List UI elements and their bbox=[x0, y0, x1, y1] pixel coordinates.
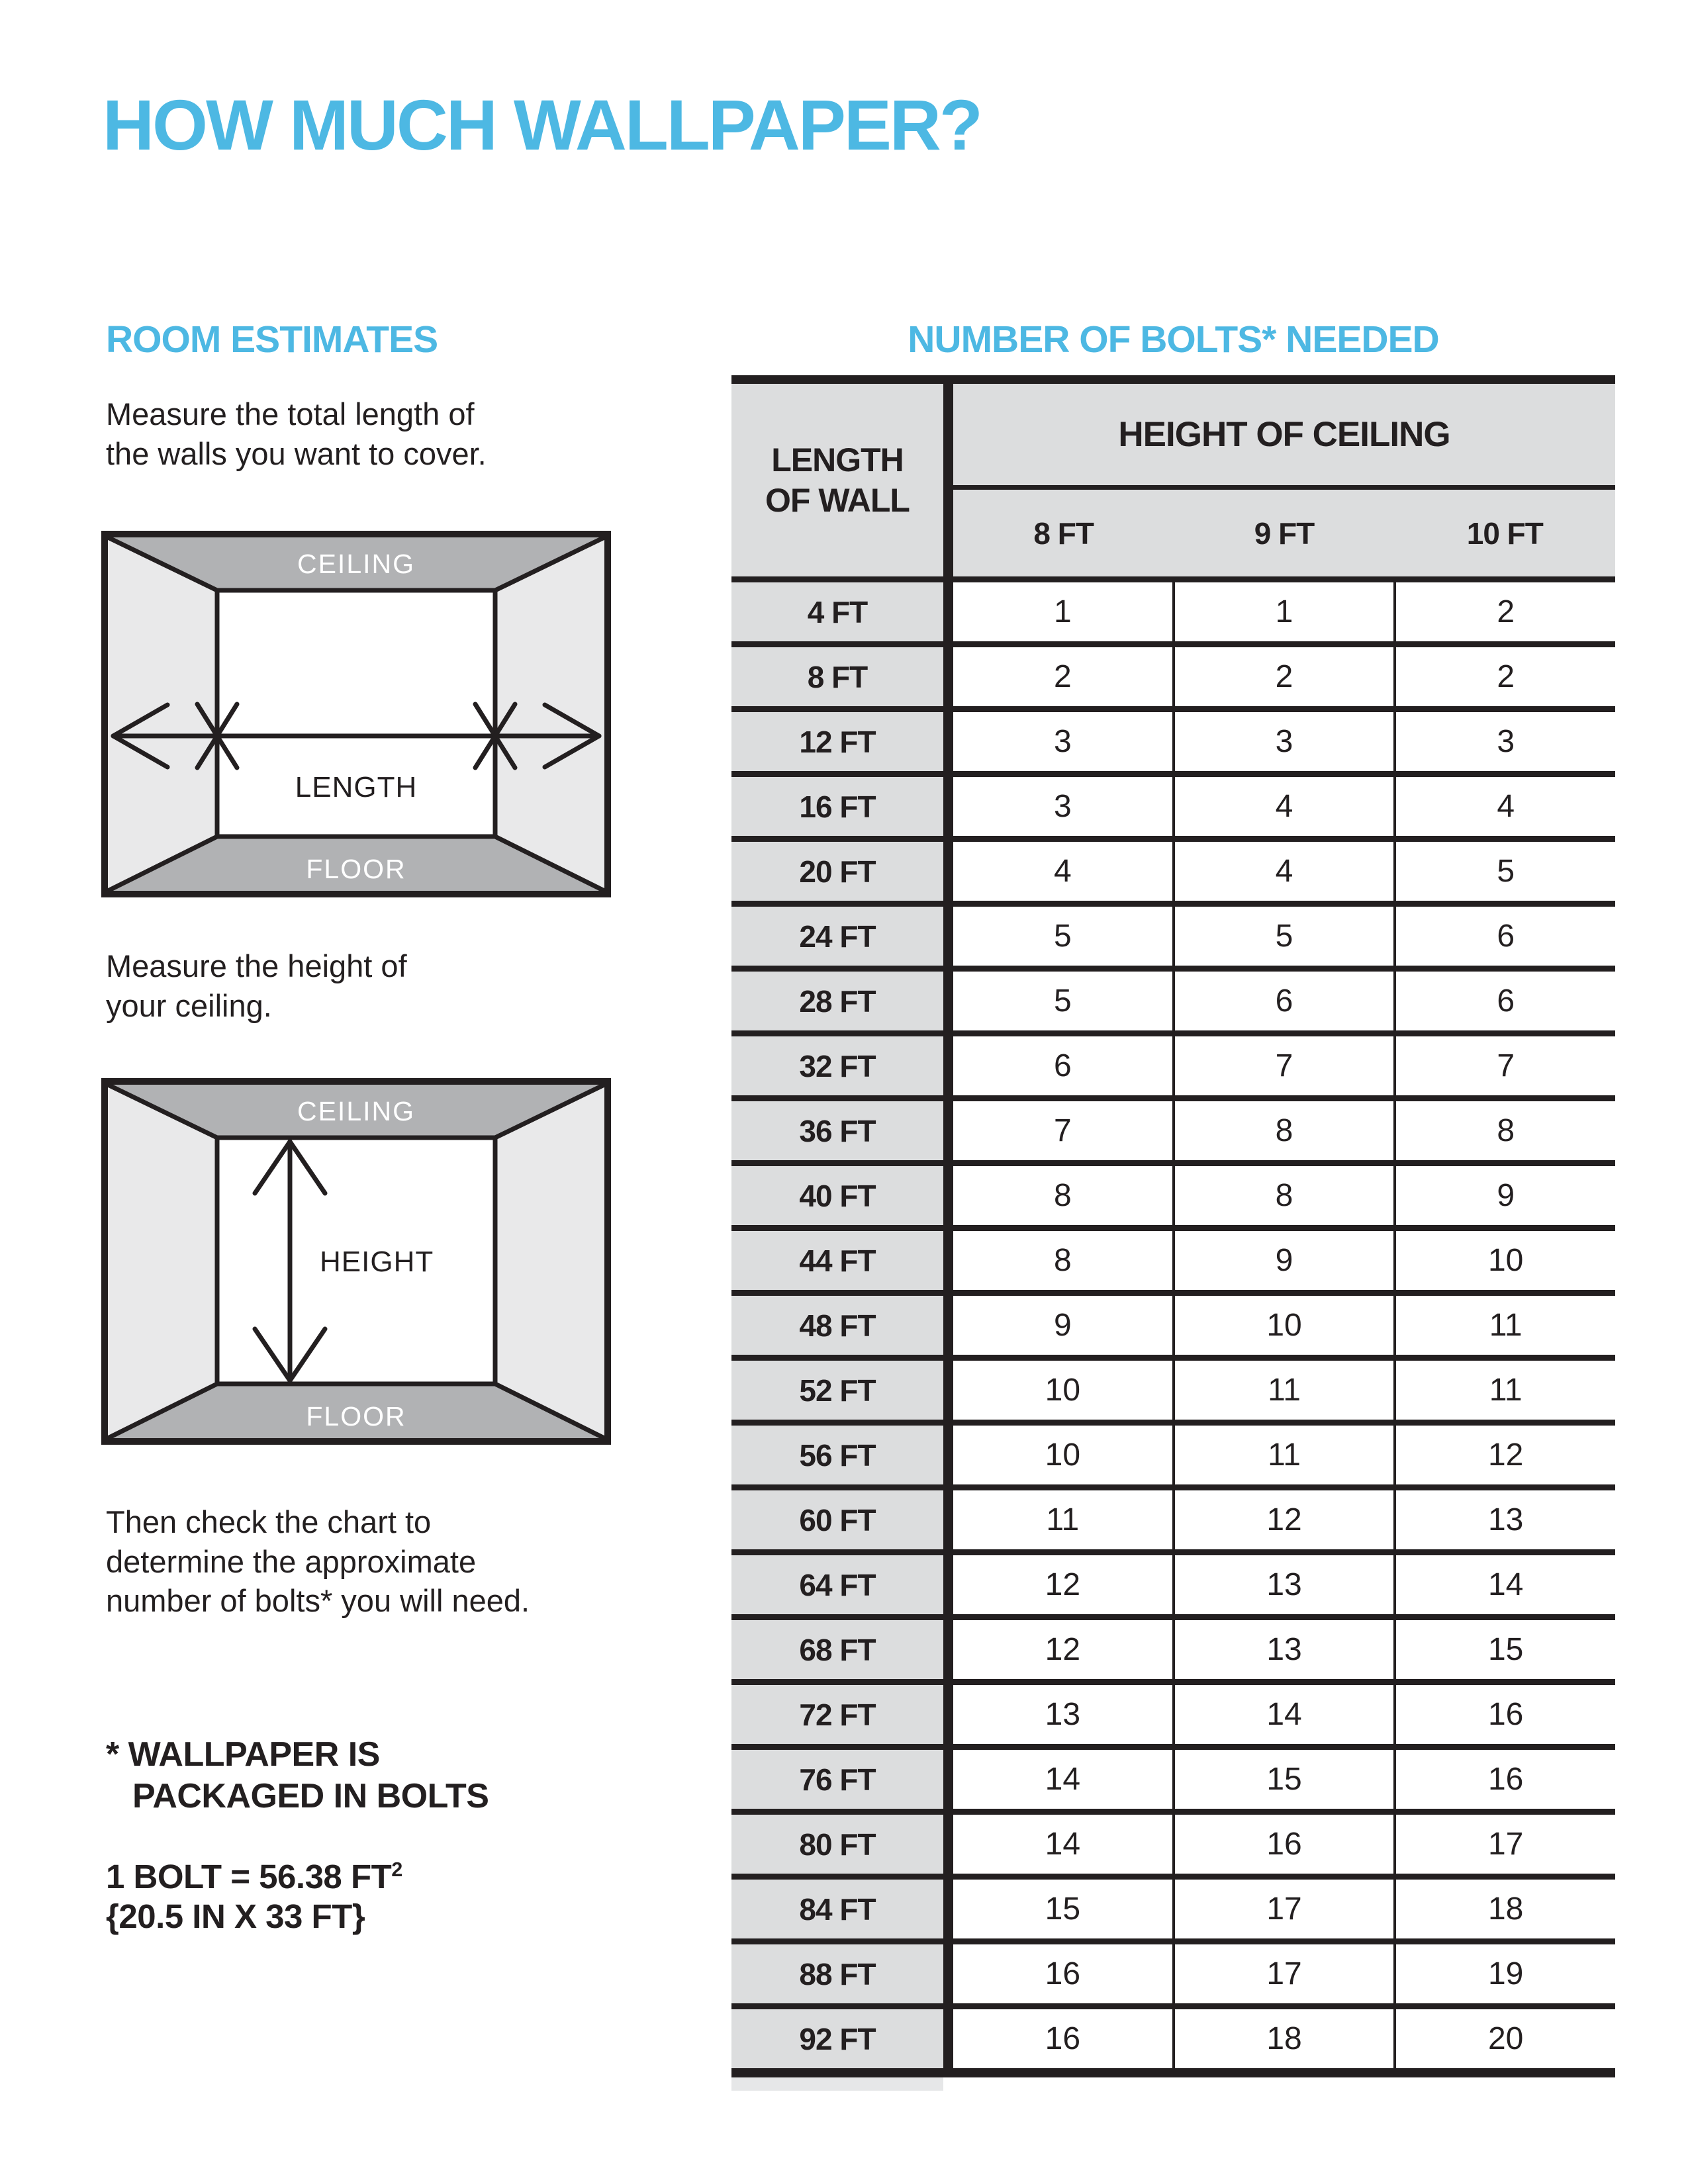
table-row bbox=[731, 2003, 1615, 2068]
cell-8ft: 16 bbox=[1045, 1956, 1081, 1991]
row-label: 92 FT bbox=[731, 2009, 943, 2068]
footnote-line: PACKAGED IN BOLTS bbox=[132, 1777, 489, 1816]
room-length-diagram bbox=[101, 531, 611, 897]
cell-8ft: 5 bbox=[1053, 983, 1072, 1019]
ceiling-label: CEILING bbox=[297, 1096, 416, 1126]
table-row bbox=[731, 1030, 1615, 1095]
cell-9ft: 18 bbox=[1172, 2009, 1394, 2068]
ceiling-height-header-group bbox=[943, 384, 1615, 576]
row-data bbox=[943, 1880, 1615, 1938]
row-data bbox=[943, 712, 1615, 771]
row-label: 48 FT bbox=[731, 1296, 943, 1355]
row-label: 84 FT bbox=[731, 1880, 943, 1938]
cell-8ft: 13 bbox=[1045, 1697, 1081, 1732]
row-data bbox=[943, 1815, 1615, 1874]
cell-9ft: 11 bbox=[1172, 1361, 1394, 1420]
row-data bbox=[943, 1620, 1615, 1679]
cell-9ft: 9 bbox=[1172, 1231, 1394, 1290]
floor-label: FLOOR bbox=[306, 854, 406, 884]
cell-9ft: 1 bbox=[1172, 582, 1394, 641]
bolts-table-body bbox=[731, 576, 1615, 2077]
col-header-10ft: 10 FT bbox=[1466, 516, 1543, 551]
cell-9ft: 2 bbox=[1172, 647, 1394, 706]
row-data bbox=[943, 1490, 1615, 1549]
table-row bbox=[731, 771, 1615, 836]
cell-10ft: 15 bbox=[1393, 1620, 1615, 1679]
cell-10ft: 2 bbox=[1393, 582, 1615, 641]
cell-8ft: 8 bbox=[1053, 1243, 1072, 1278]
row-data bbox=[943, 1231, 1615, 1290]
paragraph-line: the walls you want to cover. bbox=[106, 435, 487, 471]
cell-8ft: 8 bbox=[1053, 1178, 1072, 1213]
row-label: 40 FT bbox=[731, 1166, 943, 1225]
bolts-table bbox=[731, 375, 1615, 2077]
paragraph-line: determine the approximate bbox=[106, 1543, 477, 1579]
cell-10ft: 6 bbox=[1393, 972, 1615, 1030]
cell-9ft: 16 bbox=[1172, 1815, 1394, 1874]
cell-9ft: 17 bbox=[1172, 1944, 1394, 2003]
table-row bbox=[731, 901, 1615, 966]
row-label: 88 FT bbox=[731, 1944, 943, 2003]
room-estimates-heading: ROOM ESTIMATES bbox=[106, 318, 438, 361]
cell-8ft: 12 bbox=[1045, 1567, 1081, 1602]
length-label: LENGTH bbox=[295, 771, 418, 803]
row-data bbox=[943, 2009, 1615, 2068]
row-data bbox=[943, 777, 1615, 836]
length-of-wall-header: LENGTH OF WALL bbox=[765, 441, 910, 519]
cell-9ft: 12 bbox=[1172, 1490, 1394, 1549]
cell-8ft: 15 bbox=[1045, 1891, 1081, 1927]
page-title: HOW MUCH WALLPAPER? bbox=[103, 85, 981, 165]
cell-8ft: 7 bbox=[1053, 1113, 1072, 1148]
cell-10ft: 14 bbox=[1393, 1555, 1615, 1614]
cell-10ft: 10 bbox=[1393, 1231, 1615, 1290]
bolts-footnote bbox=[106, 1734, 489, 1818]
cell-8ft: 10 bbox=[1045, 1373, 1081, 1408]
check-chart-paragraph bbox=[106, 1502, 530, 1621]
cell-10ft: 18 bbox=[1393, 1880, 1615, 1938]
cell-8ft: 14 bbox=[1045, 1762, 1081, 1797]
cell-9ft: 4 bbox=[1172, 777, 1394, 836]
cell-10ft: 2 bbox=[1393, 647, 1615, 706]
row-label: 56 FT bbox=[731, 1426, 943, 1484]
cell-10ft: 16 bbox=[1393, 1750, 1615, 1809]
height-of-ceiling-header: HEIGHT OF CEILING bbox=[953, 384, 1615, 490]
row-label: 72 FT bbox=[731, 1685, 943, 1744]
cell-10ft: 19 bbox=[1393, 1944, 1615, 2003]
row-data bbox=[943, 1296, 1615, 1355]
cell-9ft: 11 bbox=[1172, 1426, 1394, 1484]
cell-10ft: 8 bbox=[1393, 1101, 1615, 1160]
row-data bbox=[943, 1166, 1615, 1225]
bolt-spec-line1: 1 BOLT = 56.38 $FT^2$ bbox=[106, 1858, 402, 1895]
row-label: 16 FT bbox=[731, 777, 943, 836]
table-row bbox=[731, 1938, 1615, 2003]
cell-8ft: 5 bbox=[1053, 919, 1072, 954]
row-label: 60 FT bbox=[731, 1490, 943, 1549]
cell-10ft: 16 bbox=[1393, 1685, 1615, 1744]
right-wall bbox=[495, 1085, 604, 1438]
row-data bbox=[943, 1361, 1615, 1420]
cell-10ft: 6 bbox=[1393, 907, 1615, 966]
cell-8ft: 3 bbox=[1053, 724, 1072, 759]
table-row bbox=[731, 1874, 1615, 1938]
measure-length-paragraph bbox=[106, 394, 487, 473]
row-label: 68 FT bbox=[731, 1620, 943, 1679]
footnote-line: * WALLPAPER IS bbox=[106, 1735, 380, 1774]
cell-9ft: 10 bbox=[1172, 1296, 1394, 1355]
row-data bbox=[943, 1555, 1615, 1614]
cell-8ft: 12 bbox=[1045, 1632, 1081, 1667]
cell-8ft: 11 bbox=[1046, 1502, 1080, 1537]
row-label: 24 FT bbox=[731, 907, 943, 966]
room-height-diagram bbox=[101, 1077, 611, 1445]
table-row bbox=[731, 966, 1615, 1030]
paragraph-line: Measure the total length of bbox=[106, 396, 475, 432]
cell-9ft: 5 bbox=[1172, 907, 1394, 966]
col-header-9ft: 9 FT bbox=[1254, 516, 1315, 551]
paragraph-line: your ceiling. bbox=[106, 987, 272, 1023]
cell-10ft: 3 bbox=[1393, 712, 1615, 771]
cell-8ft: 6 bbox=[1053, 1048, 1072, 1083]
col-header-8ft: 8 FT bbox=[1033, 516, 1094, 551]
table-row bbox=[731, 1549, 1615, 1614]
row-data bbox=[943, 1036, 1615, 1095]
row-data bbox=[943, 907, 1615, 966]
height-label: HEIGHT bbox=[320, 1246, 434, 1278]
cell-10ft: 20 bbox=[1393, 2009, 1615, 2068]
bolts-needed-heading: NUMBER OF BOLTS* NEEDED bbox=[908, 318, 1439, 361]
cell-9ft: 8 bbox=[1172, 1166, 1394, 1225]
left-column-shadow bbox=[731, 2077, 943, 2091]
bolt-spec-line2: {20.5 IN X 33 FT} bbox=[106, 1897, 365, 1935]
cell-8ft: 14 bbox=[1045, 1827, 1081, 1862]
cell-10ft: 11 bbox=[1393, 1296, 1615, 1355]
cell-10ft: 17 bbox=[1393, 1815, 1615, 1874]
cell-9ft: 13 bbox=[1172, 1555, 1394, 1614]
row-label: 4 FT bbox=[731, 582, 943, 641]
table-row bbox=[731, 1290, 1615, 1355]
table-row bbox=[731, 1160, 1615, 1225]
row-data bbox=[943, 1101, 1615, 1160]
cell-9ft: 4 bbox=[1172, 842, 1394, 901]
cell-9ft: 15 bbox=[1172, 1750, 1394, 1809]
table-row bbox=[731, 576, 1615, 641]
table-row bbox=[731, 1225, 1615, 1290]
table-row bbox=[731, 706, 1615, 771]
cell-9ft: 13 bbox=[1172, 1620, 1394, 1679]
cell-9ft: 8 bbox=[1172, 1101, 1394, 1160]
row-data bbox=[943, 647, 1615, 706]
cell-10ft: 5 bbox=[1393, 842, 1615, 901]
cell-8ft: 3 bbox=[1053, 789, 1072, 824]
paragraph-line: number of bolts* you will need. bbox=[106, 1583, 530, 1619]
ceiling-label: CEILING bbox=[297, 549, 416, 579]
table-row bbox=[731, 1420, 1615, 1484]
table-row bbox=[731, 1095, 1615, 1160]
cell-8ft: 1 bbox=[1053, 594, 1072, 629]
paragraph-line: Then check the chart to bbox=[106, 1504, 432, 1539]
cell-9ft: 3 bbox=[1172, 712, 1394, 771]
row-data bbox=[943, 1750, 1615, 1809]
cell-8ft: 10 bbox=[1045, 1437, 1081, 1473]
squared-superscript: 2 bbox=[391, 1858, 402, 1881]
cell-8ft: 16 bbox=[1045, 2021, 1081, 2056]
table-row bbox=[731, 641, 1615, 706]
row-label: 28 FT bbox=[731, 972, 943, 1030]
table-row bbox=[731, 1679, 1615, 1744]
cell-9ft: 14 bbox=[1172, 1685, 1394, 1744]
table-row bbox=[731, 1614, 1615, 1679]
bolt-spec bbox=[106, 1857, 402, 1936]
paragraph-line: Measure the height of bbox=[106, 948, 407, 983]
row-label: 12 FT bbox=[731, 712, 943, 771]
row-data bbox=[943, 972, 1615, 1030]
table-row bbox=[731, 1484, 1615, 1549]
cell-10ft: 7 bbox=[1393, 1036, 1615, 1095]
cell-10ft: 4 bbox=[1393, 777, 1615, 836]
cell-8ft: 9 bbox=[1053, 1308, 1072, 1343]
row-label: 52 FT bbox=[731, 1361, 943, 1420]
measure-height-paragraph bbox=[106, 946, 407, 1025]
floor-label: FLOOR bbox=[306, 1401, 406, 1432]
cell-9ft: 7 bbox=[1172, 1036, 1394, 1095]
row-label: 80 FT bbox=[731, 1815, 943, 1874]
table-row bbox=[731, 1744, 1615, 1809]
row-label: 36 FT bbox=[731, 1101, 943, 1160]
row-label: 32 FT bbox=[731, 1036, 943, 1095]
row-label: 64 FT bbox=[731, 1555, 943, 1614]
row-data bbox=[943, 842, 1615, 901]
cell-10ft: 12 bbox=[1393, 1426, 1615, 1484]
row-label: 20 FT bbox=[731, 842, 943, 901]
cell-10ft: 9 bbox=[1393, 1166, 1615, 1225]
row-label: 44 FT bbox=[731, 1231, 943, 1290]
sub-header-row bbox=[953, 490, 1615, 576]
cell-10ft: 11 bbox=[1393, 1361, 1615, 1420]
cell-8ft: 4 bbox=[1053, 854, 1072, 889]
row-data bbox=[943, 1426, 1615, 1484]
cell-9ft: 17 bbox=[1172, 1880, 1394, 1938]
table-row bbox=[731, 836, 1615, 901]
table-row bbox=[731, 1809, 1615, 1874]
row-label: 76 FT bbox=[731, 1750, 943, 1809]
cell-10ft: 13 bbox=[1393, 1490, 1615, 1549]
row-data bbox=[943, 582, 1615, 641]
row-data bbox=[943, 1685, 1615, 1744]
left-wall bbox=[108, 1085, 217, 1438]
cell-9ft: 6 bbox=[1172, 972, 1394, 1030]
cell-8ft: 2 bbox=[1053, 659, 1072, 694]
table-row bbox=[731, 1355, 1615, 1420]
table-top-bar bbox=[731, 375, 1615, 384]
table-header bbox=[731, 384, 1615, 576]
row-data bbox=[943, 1944, 1615, 2003]
row-label: 8 FT bbox=[731, 647, 943, 706]
